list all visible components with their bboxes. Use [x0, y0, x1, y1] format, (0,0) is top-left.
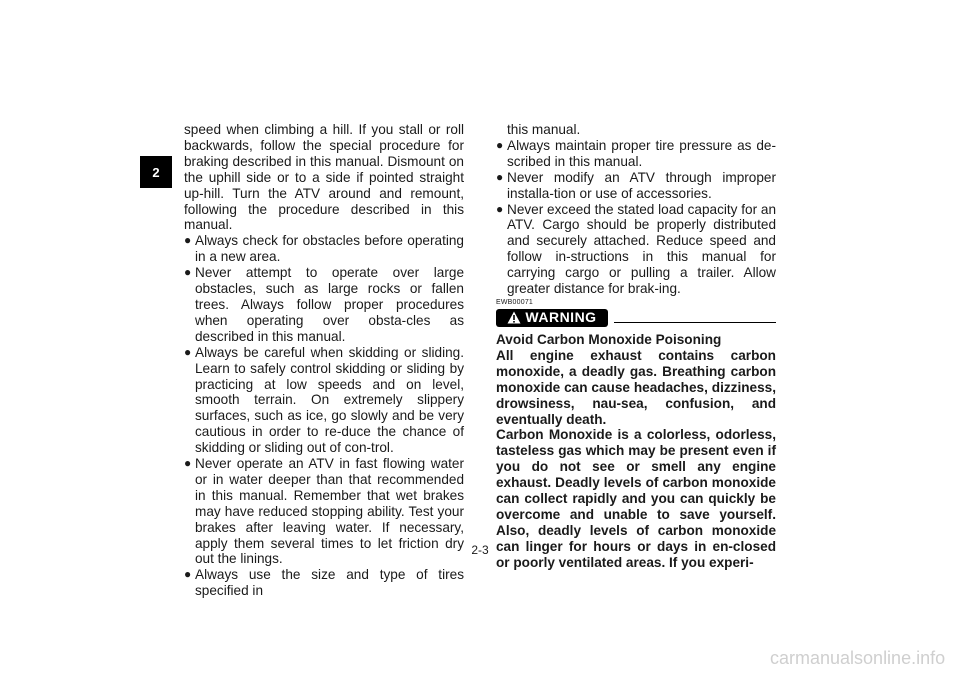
- bullet-icon: ●: [184, 456, 192, 471]
- bullet-icon: ●: [496, 137, 504, 152]
- warning-header: [496, 309, 776, 327]
- intro-paragraph: speed when climbing a hill. If you stall or roll backwards, follow the special procedure for braking described in this manual. Dismount on the uphill side or to a side if pointed straight up-hill. Turn the ATV around and remount, following the procedure described in this manual.: [184, 122, 464, 233]
- bullet-item: ● Always check for obstacles before operating in a new area.: [184, 233, 464, 265]
- section-tab: 2: [140, 156, 172, 188]
- watermark: carmanualsonline.info: [770, 648, 946, 668]
- warning-badge: [496, 309, 608, 327]
- bullet-icon: ●: [184, 265, 192, 280]
- bullet-item: ● Never operate an ATV in fast flowing water or in water deeper than that recommended in this manual. Remember that wet brakes may have reduced stopping ability. Test your brakes after leaving water. If necessary, apply them several times to let friction dry out the linings.: [184, 456, 464, 567]
- warning-paragraph-1: All engine exhaust contains carbon monoxide, a deadly gas. Breathing carbon monoxide can cause headaches, dizziness, drowsiness, nau-sea, confusion, and eventually death.: [496, 347, 776, 427]
- bullet-icon: ●: [496, 169, 504, 184]
- bullet-item: ● Always be careful when skidding or sliding. Learn to safely control skidding or sliding by practicing at low speeds and on level, smooth terrain. On extremely slippery surfaces, such as ice, go slowly and be very cautious in order to re-duce the chance of skidding or sliding out of con-trol.: [184, 344, 464, 456]
- bullet-item: ● Never exceed the stated load capacity for an ATV. Cargo should be properly distributed and securely attached. Reduce speed and follow in-structions in this manual for carrying cargo or pulling a trailer. Allow greater distance for brak-ing.: [496, 201, 777, 297]
- bullet-item: ● Never attempt to operate over large obstacles, such as large rocks or fallen trees. Always follow proper procedures when operating over obsta-cles as described in this manual.: [184, 265, 464, 344]
- bullet-item: ● Always use the size and type of tires specified in: [184, 567, 464, 599]
- warning-rule: [614, 322, 776, 323]
- continuation-text: this manual.: [507, 122, 581, 137]
- right-column: [496, 122, 776, 571]
- bullet-icon: ●: [184, 233, 192, 248]
- warning-title: Avoid Carbon Monoxide Poisoning: [496, 331, 722, 347]
- bullet-item: ● Always maintain proper tire pressure as de-scribed in this manual.: [496, 137, 776, 169]
- warning-label: WARNING: [525, 309, 597, 326]
- warning-triangle-icon: [507, 311, 521, 324]
- left-column: [184, 122, 464, 599]
- bullet-icon: ●: [184, 567, 192, 582]
- page-number: 2-3: [471, 543, 489, 557]
- bullet-item: ● Never modify an ATV through improper installa-tion or use of accessories.: [496, 169, 776, 201]
- bullet-icon: ●: [496, 201, 504, 216]
- bullet-icon: ●: [184, 344, 192, 359]
- warning-code: EWB00071: [496, 298, 534, 306]
- warning-paragraph-2: Carbon Monoxide is a colorless, odorless, tasteless gas which may be present even if you do not see or smell any engine exhaust. Deadly levels of carbon monoxide can collect rapidly and you can quickly be overcome and unable to save yourself. Also, deadly levels of carbon monoxide can linger for hours or days in en-closed or poorly ventilated areas. If you experi-: [496, 427, 776, 570]
